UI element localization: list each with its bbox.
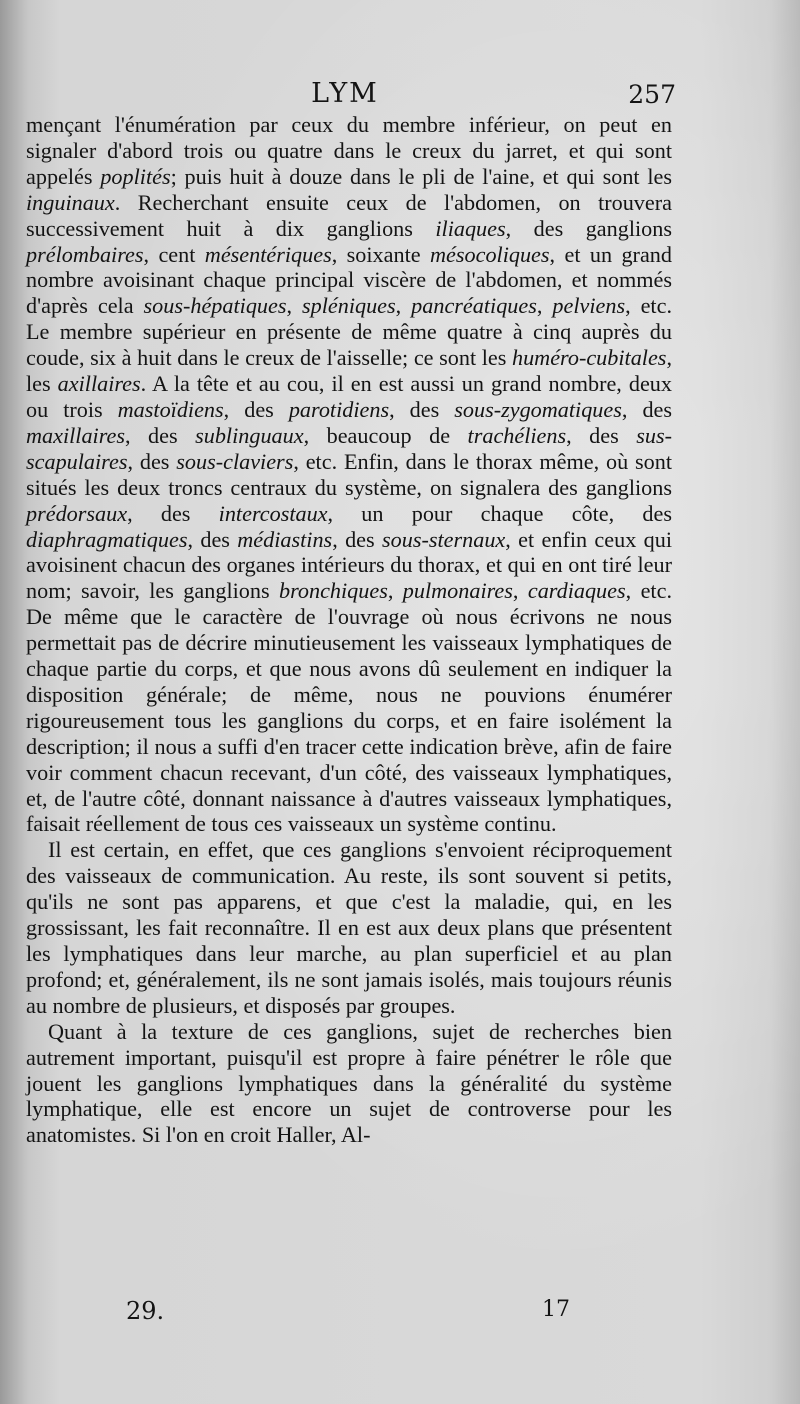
text-run: , xyxy=(536,293,553,319)
italic-term: pancréatiques xyxy=(411,293,537,319)
text-run: , cent xyxy=(143,241,205,267)
text-run: , et enfin ceux qui avoisinent chacun des organes intérieurs du thorax, et qui en ont tiré leur nom; savoir, les ganglions xyxy=(26,526,672,604)
body-text xyxy=(26,112,672,1148)
text-run: , et un grand nombre avoisinant chaque principal viscère de l'abdomen, et nommés d'après cela xyxy=(26,241,672,319)
text-run: , etc. Le membre supérieur en présente de même quatre à cinq auprès du coude, six à huit dans le creux de l'aisselle; ce sont les xyxy=(26,293,672,371)
italic-term: poplités xyxy=(100,163,171,189)
italic-term: sous-zygomatiques xyxy=(454,396,622,422)
text-run: . A la tête et au cou, il en est aussi un grand nombre, deux ou trois xyxy=(26,371,672,422)
text-run: , des ganglions xyxy=(505,215,672,241)
italic-term: cardiaques xyxy=(527,578,626,604)
text-run: , les xyxy=(26,345,672,397)
italic-term: spléniques xyxy=(302,293,396,319)
text-run: , des xyxy=(127,500,219,526)
page-number: 257 xyxy=(628,80,676,109)
text-run: , etc. Enfin, dans le thorax même, où sont situés les deux troncs centraux du système, on signalera des ganglions xyxy=(26,448,672,500)
text-run: , xyxy=(387,578,403,604)
italic-term: sous-hépatiques xyxy=(143,293,287,319)
text-run: . Recherchant ensuite ceux de l'abdomen, on trouvera successivement huit à dix ganglions xyxy=(26,189,672,241)
italic-term: axillaires xyxy=(57,371,141,397)
paragraph-1 xyxy=(26,112,672,837)
text-run: , beaucoup de xyxy=(303,422,468,448)
italic-term: pulmonaires xyxy=(402,578,513,604)
italic-term: inguinaux xyxy=(26,189,115,215)
italic-term: diaphragmatiques xyxy=(26,526,188,552)
italic-term: prédorsaux xyxy=(26,500,128,526)
italic-term: mésentériques xyxy=(204,241,332,267)
text-run: , des xyxy=(127,448,177,474)
signature-mark: 29. xyxy=(126,1297,165,1325)
text-run: , xyxy=(286,293,302,319)
text-run: , des xyxy=(566,422,637,448)
italic-term: pelviens xyxy=(552,293,626,319)
text-run: , des xyxy=(125,422,196,448)
text-run: , xyxy=(395,293,412,319)
italic-term: trachéliens xyxy=(467,422,567,448)
text-run: , des xyxy=(187,526,238,552)
italic-term: maxillaires xyxy=(26,422,126,448)
text-run: , des xyxy=(223,396,289,422)
italic-term: iliaques xyxy=(435,215,506,241)
italic-term: sous-sternaux xyxy=(382,526,506,552)
text-run: , des xyxy=(332,526,382,552)
text-run: , un pour chaque côte, des xyxy=(327,500,672,526)
text-run: , etc. De même que le caractère de l'ouvrage où nous écrivons ne nous permettait pas de décrire minutieusement les vaisseaux lymphatiques de chaque partie du corps, et que nous avons dû seulement en indiquer la disposition générale; de même, nous ne pouvions énumérer rigoureusement tous les ganglions du corps, et en faire isolément la description; il nous a suffi d'en tracer cette indication brève, afin de faire voir comment chacun recevant, d'un côté, des vaisseaux lymphatiques, et, de l'autre côté, donnant naissance à d'autres vaisseaux lymphatiques, faisait réellement de tous ces vaisseaux un système continu. xyxy=(26,578,672,837)
italic-term: huméro-cubitales xyxy=(511,345,667,371)
italic-term: intercostaux xyxy=(218,500,328,526)
italic-term: bronchiques xyxy=(278,578,388,604)
italic-term: prélombaires xyxy=(26,241,144,267)
sheet-number: 17 xyxy=(542,1297,570,1322)
italic-term: sublinguaux xyxy=(195,422,304,448)
text-run: mençant l'énumération par ceux du membre inférieur, on peut en signaler d'abord trois ou quatre dans le creux du jarret, et qui sont appelés xyxy=(26,112,672,189)
italic-term: mastoïdiens xyxy=(117,396,224,422)
italic-term: parotidiens xyxy=(288,396,390,422)
italic-term: mésocoliques xyxy=(430,241,550,267)
running-head: LYM xyxy=(311,78,379,109)
text-run: , xyxy=(512,578,528,604)
paragraph-3: Quant à la texture de ces ganglions, sujet de recherches bien autrement important, puisqu'il est propre à faire pénétrer le rôle que jouent les ganglions lymphatiques dans la généralité du système lymphatique, elle est encore un sujet de controverse pour les anatomistes. Si l'on en croit Haller, Al- xyxy=(26,1018,672,1148)
text-run: ; puis huit à douze dans le pli de l'aine, et qui sont les xyxy=(170,163,673,189)
italic-term: sous-claviers xyxy=(176,448,294,474)
text-run: , soixante xyxy=(331,241,430,267)
text-run: , des xyxy=(389,396,455,422)
paragraph-2: Il est certain, en effet, que ces ganglions s'envoient réciproquement des vaisseaux de communication. Au reste, ils sont souvent si petits, qu'ils ne sont pas apparens, et que c'est la maladie, qui, en les grossissant, les fait reconnaître. Il en est aux deux plans que présentent les lymphatiques dans leur marche, au plan superficiel et au plan profond; et, généralement, ils ne sont jamais isolés, mais toujours réunis au nombre de plusieurs, et disposés par groupes. xyxy=(26,837,672,1018)
italic-term: sus-scapulaires xyxy=(26,422,672,474)
italic-term: médiastins xyxy=(237,526,333,552)
text-run: , des xyxy=(621,396,673,422)
